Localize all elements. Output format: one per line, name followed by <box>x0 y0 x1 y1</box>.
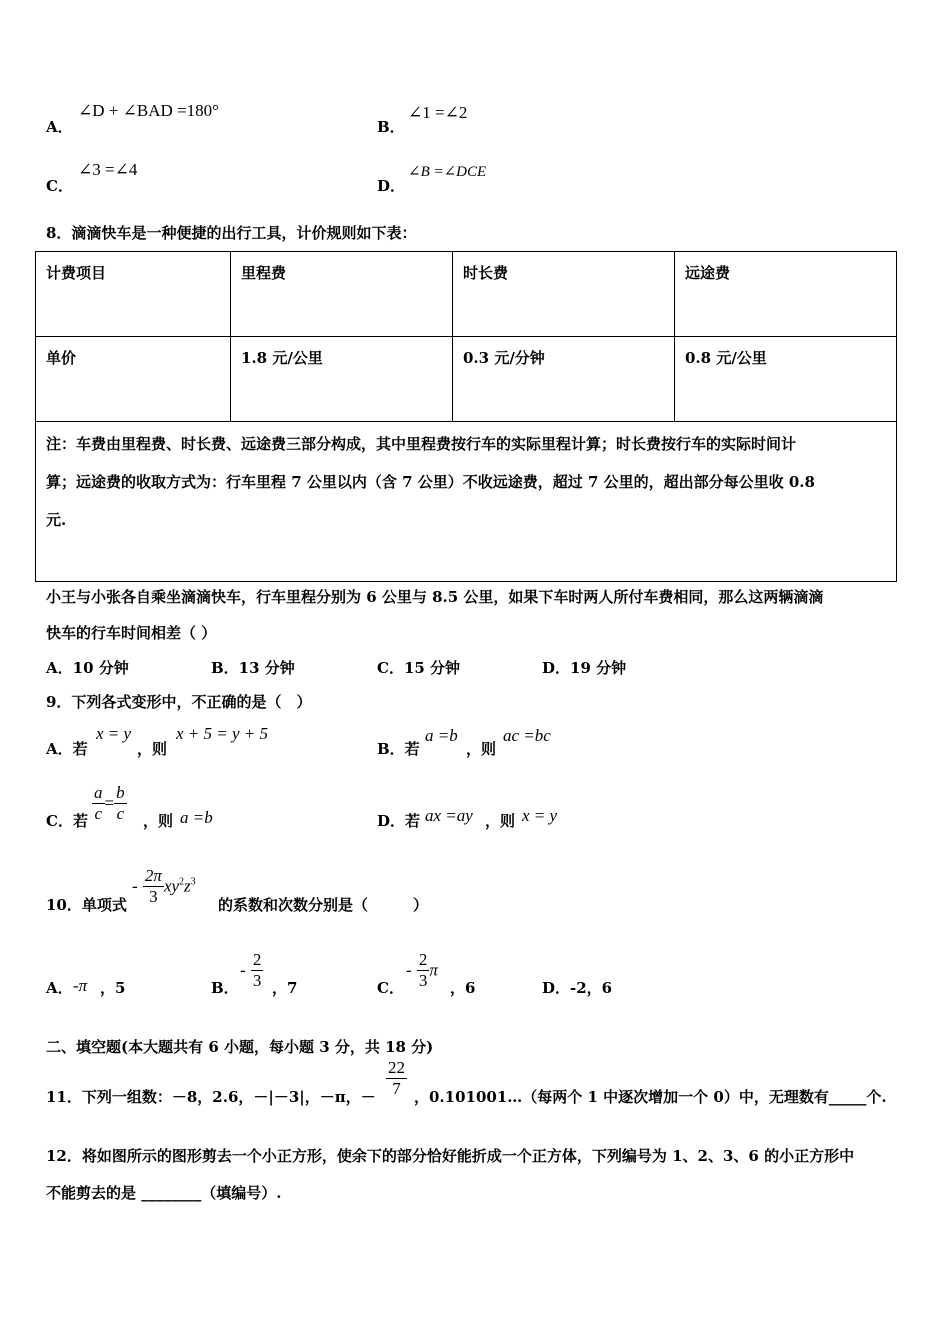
q10-option-a-label: A． <box>46 979 73 997</box>
fraction: $\frac{2\pi}{3}$ <box>144 866 162 906</box>
fee-table-cell: 0.3 元/分钟 <box>453 337 675 422</box>
q11-suffix: ，0.101001…（每两个 1 中逐次增加一个 0）中，无理数有_____个. <box>414 1088 887 1106</box>
fee-table-header-row <box>36 252 897 337</box>
q8-option-d: D．19 分钟 <box>542 659 627 677</box>
q9-option-c-then: ，则 <box>143 812 174 830</box>
q11-prefix: 11．下列一组数：－8，2.6，－|－3|，－π，－ <box>46 1088 376 1106</box>
q7-option-c-expr: ∠3 =∠4 <box>78 160 138 179</box>
fee-table-cell: 0.8 元/公里 <box>675 337 897 422</box>
q10-option-b-label: B． <box>211 979 239 997</box>
q8-question-line: 小王与小张各自乘坐滴滴快车，行车里程分别为 6 公里与 8.5 公里，如果下车时两人所付车费相同，那么这两辆滴滴 <box>46 588 824 606</box>
fee-table-note-row <box>36 422 897 582</box>
q9-option-b-then: ，则 <box>466 740 497 758</box>
q9-option-a-then: ，则 <box>137 740 168 758</box>
q10-option-b-degree: ，7 <box>272 979 298 997</box>
q9-option-a-label: A．若 <box>46 740 88 758</box>
section-title: 二、填空题(本大题共有 6 小题，每小题 3 分，共 18 分) <box>46 1038 434 1056</box>
q10-option-c-value: - $\frac{2}{3}$ π <box>406 950 438 990</box>
q8-question-line: 快车的行车时间相差（ ） <box>46 624 217 642</box>
fee-table-header: 远途费 <box>675 252 897 337</box>
fee-table-header: 里程费 <box>231 252 453 337</box>
q10-option-c-degree: ，6 <box>450 979 476 997</box>
q9-option-b-label: B．若 <box>377 740 420 758</box>
q10-option-b-value: - $\frac{2}{3}$ <box>240 950 262 990</box>
q8-option-a: A．10 分钟 <box>46 659 129 677</box>
fee-table-row <box>36 337 897 422</box>
q10-option-a-value: -π <box>73 976 88 995</box>
q10-option-d-label: D． <box>542 979 571 997</box>
q8-option-b: B．13 分钟 <box>211 659 295 677</box>
fraction: $\frac{2}{3}$ <box>252 950 262 990</box>
q9-option-c-result: a =b <box>180 808 213 827</box>
q7-option-b-label: B． <box>377 118 405 136</box>
fee-note-line: 算；远途费的收取方式为：行车里程 7 公里以内（含 7 公里）不收远途费，超过 7 公里的，超出部分每公里收 0.8 <box>46 473 815 491</box>
q10-suffix: 的系数和次数分别是（ ） <box>218 896 429 914</box>
q10-monomial: - $\frac{2\pi}{3}$ $xy^2z^3$ <box>132 866 196 906</box>
fee-table-note <box>36 422 897 582</box>
fee-table-header: 时长费 <box>453 252 675 337</box>
fee-table <box>35 251 897 582</box>
q10-prefix: 10．单项式 <box>46 896 127 914</box>
q12-line: 12．将如图所示的图形剪去一个小正方形，使余下的部分恰好能折成一个正方体，下列编号为 1、2、3、6 的小正方形中 <box>46 1147 855 1165</box>
fraction: $\frac{22}{7}$ <box>388 1058 405 1098</box>
fee-table-cell: 1.8 元/公里 <box>231 337 453 422</box>
q7-option-d-label: D． <box>377 177 406 195</box>
q9-option-d-result: x = y <box>522 806 558 825</box>
q9-option-c-expr: $\frac{a}{c}$ = $\frac{b}{c}$ <box>94 783 125 823</box>
q9-option-d-label: D．若 <box>377 812 421 830</box>
fee-note-line: 元. <box>46 511 67 529</box>
q9-option-a-cond: x = y <box>96 724 132 743</box>
fraction: $\frac{b}{c}$ <box>116 783 125 823</box>
q8-option-c: C．15 分钟 <box>377 659 461 677</box>
q9-option-a-result: x + 5 = y + 5 <box>176 724 269 743</box>
q10-option-c-label: C． <box>377 979 404 997</box>
fee-table-cell: 单价 <box>36 337 231 422</box>
q7-option-d-expr: ∠B =∠DCE <box>408 164 487 180</box>
fraction: $\frac{2}{3}$ <box>418 950 428 990</box>
q7-option-a-expr: ∠D + ∠BAD =180° <box>78 101 219 120</box>
q7-option-b-expr: ∠1 =∠2 <box>408 103 468 122</box>
q9-stem: 9．下列各式变形中，不正确的是（ ） <box>46 693 312 711</box>
q9-option-b-result: ac =bc <box>503 726 551 745</box>
q10-option-a-degree: ，5 <box>100 979 126 997</box>
q9-option-d-then: ，则 <box>485 812 516 830</box>
q9-option-b-cond: a =b <box>425 726 458 745</box>
fee-note-line: 注：车费由里程费、时长费、远途费三部分构成，其中里程费按行车的实际里程计算；时长费按行车的实际时间计 <box>46 435 797 453</box>
q9-option-d-cond: ax =ay <box>425 806 473 825</box>
q7-option-a-label: A． <box>46 118 73 136</box>
q7-option-c-label: C． <box>46 177 73 195</box>
q10-option-d-value: -2，6 <box>570 979 613 997</box>
q12-line: 不能剪去的是 ________（填编号）. <box>46 1184 282 1202</box>
q11-fraction <box>386 1058 407 1099</box>
q9-option-c-label: C．若 <box>46 812 88 830</box>
fee-table-header: 计费项目 <box>36 252 231 337</box>
fraction: $\frac{a}{c}$ <box>94 783 103 823</box>
q8-stem: 8．滴滴快车是一种便捷的出行工具，计价规则如下表： <box>46 224 417 242</box>
